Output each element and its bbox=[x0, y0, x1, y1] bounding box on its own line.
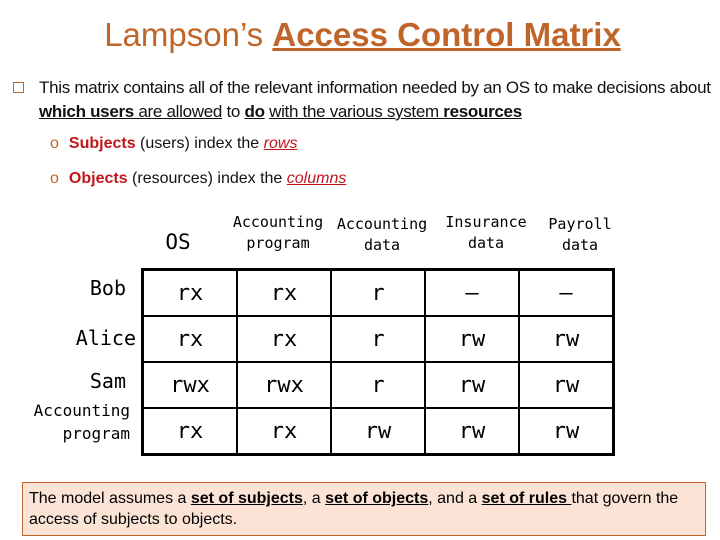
sub-bullet-subjects: o Subjects (users) index the rows bbox=[50, 135, 298, 152]
column-header-payroll-data: Payroll data bbox=[548, 215, 612, 254]
cell: r bbox=[331, 270, 425, 317]
cell: rx bbox=[237, 316, 331, 362]
cell: rw bbox=[331, 408, 425, 455]
bullet-text: This matrix contains all of the relevant information needed by an OS to make decisions about which users are allowed to do with the various system resources bbox=[39, 78, 711, 121]
access-matrix bbox=[141, 268, 615, 456]
cell: rw bbox=[425, 316, 519, 362]
cell: rx bbox=[237, 270, 331, 317]
table-row bbox=[143, 362, 614, 408]
page-title: Lampson’s Access Control Matrix bbox=[104, 16, 621, 53]
table-row bbox=[143, 270, 614, 317]
cell: r bbox=[331, 362, 425, 408]
column-header-accounting-program: Accounting program bbox=[232, 213, 324, 252]
cell: rw bbox=[519, 316, 614, 362]
cell: rw bbox=[519, 408, 614, 455]
cell: rw bbox=[519, 362, 614, 408]
cell: rx bbox=[143, 270, 238, 317]
cell: r bbox=[331, 316, 425, 362]
column-header-accounting-data: Accounting data bbox=[336, 215, 428, 254]
bullet-square-icon bbox=[13, 82, 24, 93]
cell: rw bbox=[425, 408, 519, 455]
cell: rx bbox=[143, 408, 238, 455]
column-header-os: OS bbox=[165, 230, 191, 254]
table-row bbox=[143, 316, 614, 362]
row-label-alice: Alice bbox=[75, 326, 136, 350]
cell: — bbox=[519, 270, 614, 317]
cell: rw bbox=[425, 362, 519, 408]
cell: rwx bbox=[237, 362, 331, 408]
cell: rx bbox=[237, 408, 331, 455]
row-label-accounting-program: Accounting program bbox=[33, 401, 130, 443]
cell: rwx bbox=[143, 362, 238, 408]
column-header-insurance-data: Insurance data bbox=[445, 213, 527, 252]
sub-bullet-objects: o Objects (resources) index the columns bbox=[50, 170, 347, 187]
table-row bbox=[143, 408, 614, 455]
model-note: The model assumes a set of subjects, a set of objects, and a set of rules that govern the access of subjects to objects. bbox=[22, 482, 706, 536]
row-label-sam: Sam bbox=[89, 369, 126, 393]
cell: — bbox=[425, 270, 519, 317]
row-label-bob: Bob bbox=[89, 276, 126, 300]
cell: rx bbox=[143, 316, 238, 362]
